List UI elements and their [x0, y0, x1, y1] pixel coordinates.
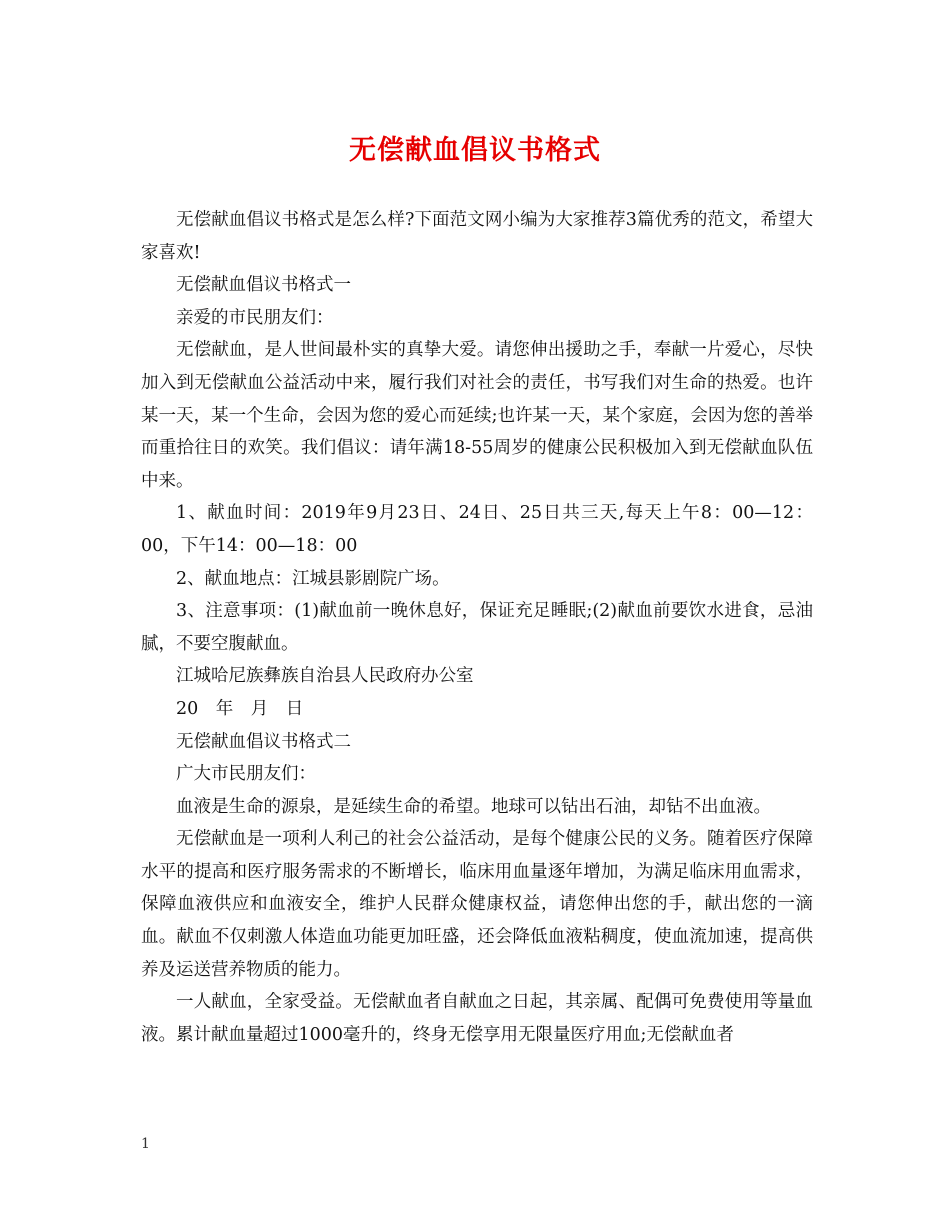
donation-notes-item: 3、注意事项：(1)献血前一晚休息好，保证充足睡眠;(2)献血前要饮水进食，忌油腻，不要空腹献血。 — [141, 601, 813, 654]
salutation-2: 广大市民朋友们： — [176, 764, 316, 785]
intro-paragraph: 无偿献血倡议书格式是怎么样?下面范文网小编为大家推荐3篇优秀的范文，希望大家喜欢! — [141, 210, 813, 263]
issuer-line: 江城哈尼族彝族自治县人民政府办公室 — [176, 666, 474, 687]
section-heading-1: 无偿献血倡议书格式一 — [176, 275, 351, 296]
body-paragraph: 无偿献血，是人世间最朴实的真挚大爱。请您伸出援助之手，奉献一片爱心，尽快加入到无偿献血公益活动中来，履行我们对社会的责任，书写我们对生命的热爱。也许某一天，某一个生命，会因为您的爱心而延续;也许某一天，某个家庭，会因为您的善举而重拾往日的欢笑。我们倡议：请年满18-55周岁的健康公民积极加入到无偿献血队伍中来。 — [141, 340, 813, 491]
section-heading-2: 无偿献血倡议书格式二 — [176, 731, 351, 752]
date-line: 20 年 月 日 — [176, 698, 304, 719]
document-body — [141, 204, 813, 1051]
page-number: 1 — [141, 1136, 150, 1152]
salutation-1: 亲爱的市民朋友们： — [176, 307, 334, 328]
body-paragraph: 血液是生命的源泉，是延续生命的希望。地球可以钻出石油，却钻不出血液。 — [176, 796, 771, 817]
body-paragraph: 一人献血，全家受益。无偿献血者自献血之日起，其亲属、配偶可免费使用等量血液。累计献血量超过1000毫升的，终身无偿享用无限量医疗用血;无偿献血者 — [141, 992, 813, 1045]
donation-time-item: 1、献血时间：2019年9月23日、24日、25日共三天,每天上午8：00—12：00，下午14：00—18：00 — [141, 503, 813, 556]
body-paragraph: 无偿献血是一项利人利己的社会公益活动，是每个健康公民的义务。随着医疗保障水平的提高和医疗服务需求的不断增长，临床用血量逐年增加，为满足临床用血需求，保障血液供应和血液安全，维护人民群众健康权益，请您伸出您的手，献出您的一滴血。献血不仅刺激人体造血功能更加旺盛，还会降低血液粘稠度，使血流加速，提高供养及运送营养物质的能力。 — [141, 829, 813, 980]
donation-location-item: 2、献血地点：江城县影剧院广场。 — [176, 568, 450, 589]
document-title: 无偿献血倡议书格式 — [349, 135, 601, 166]
